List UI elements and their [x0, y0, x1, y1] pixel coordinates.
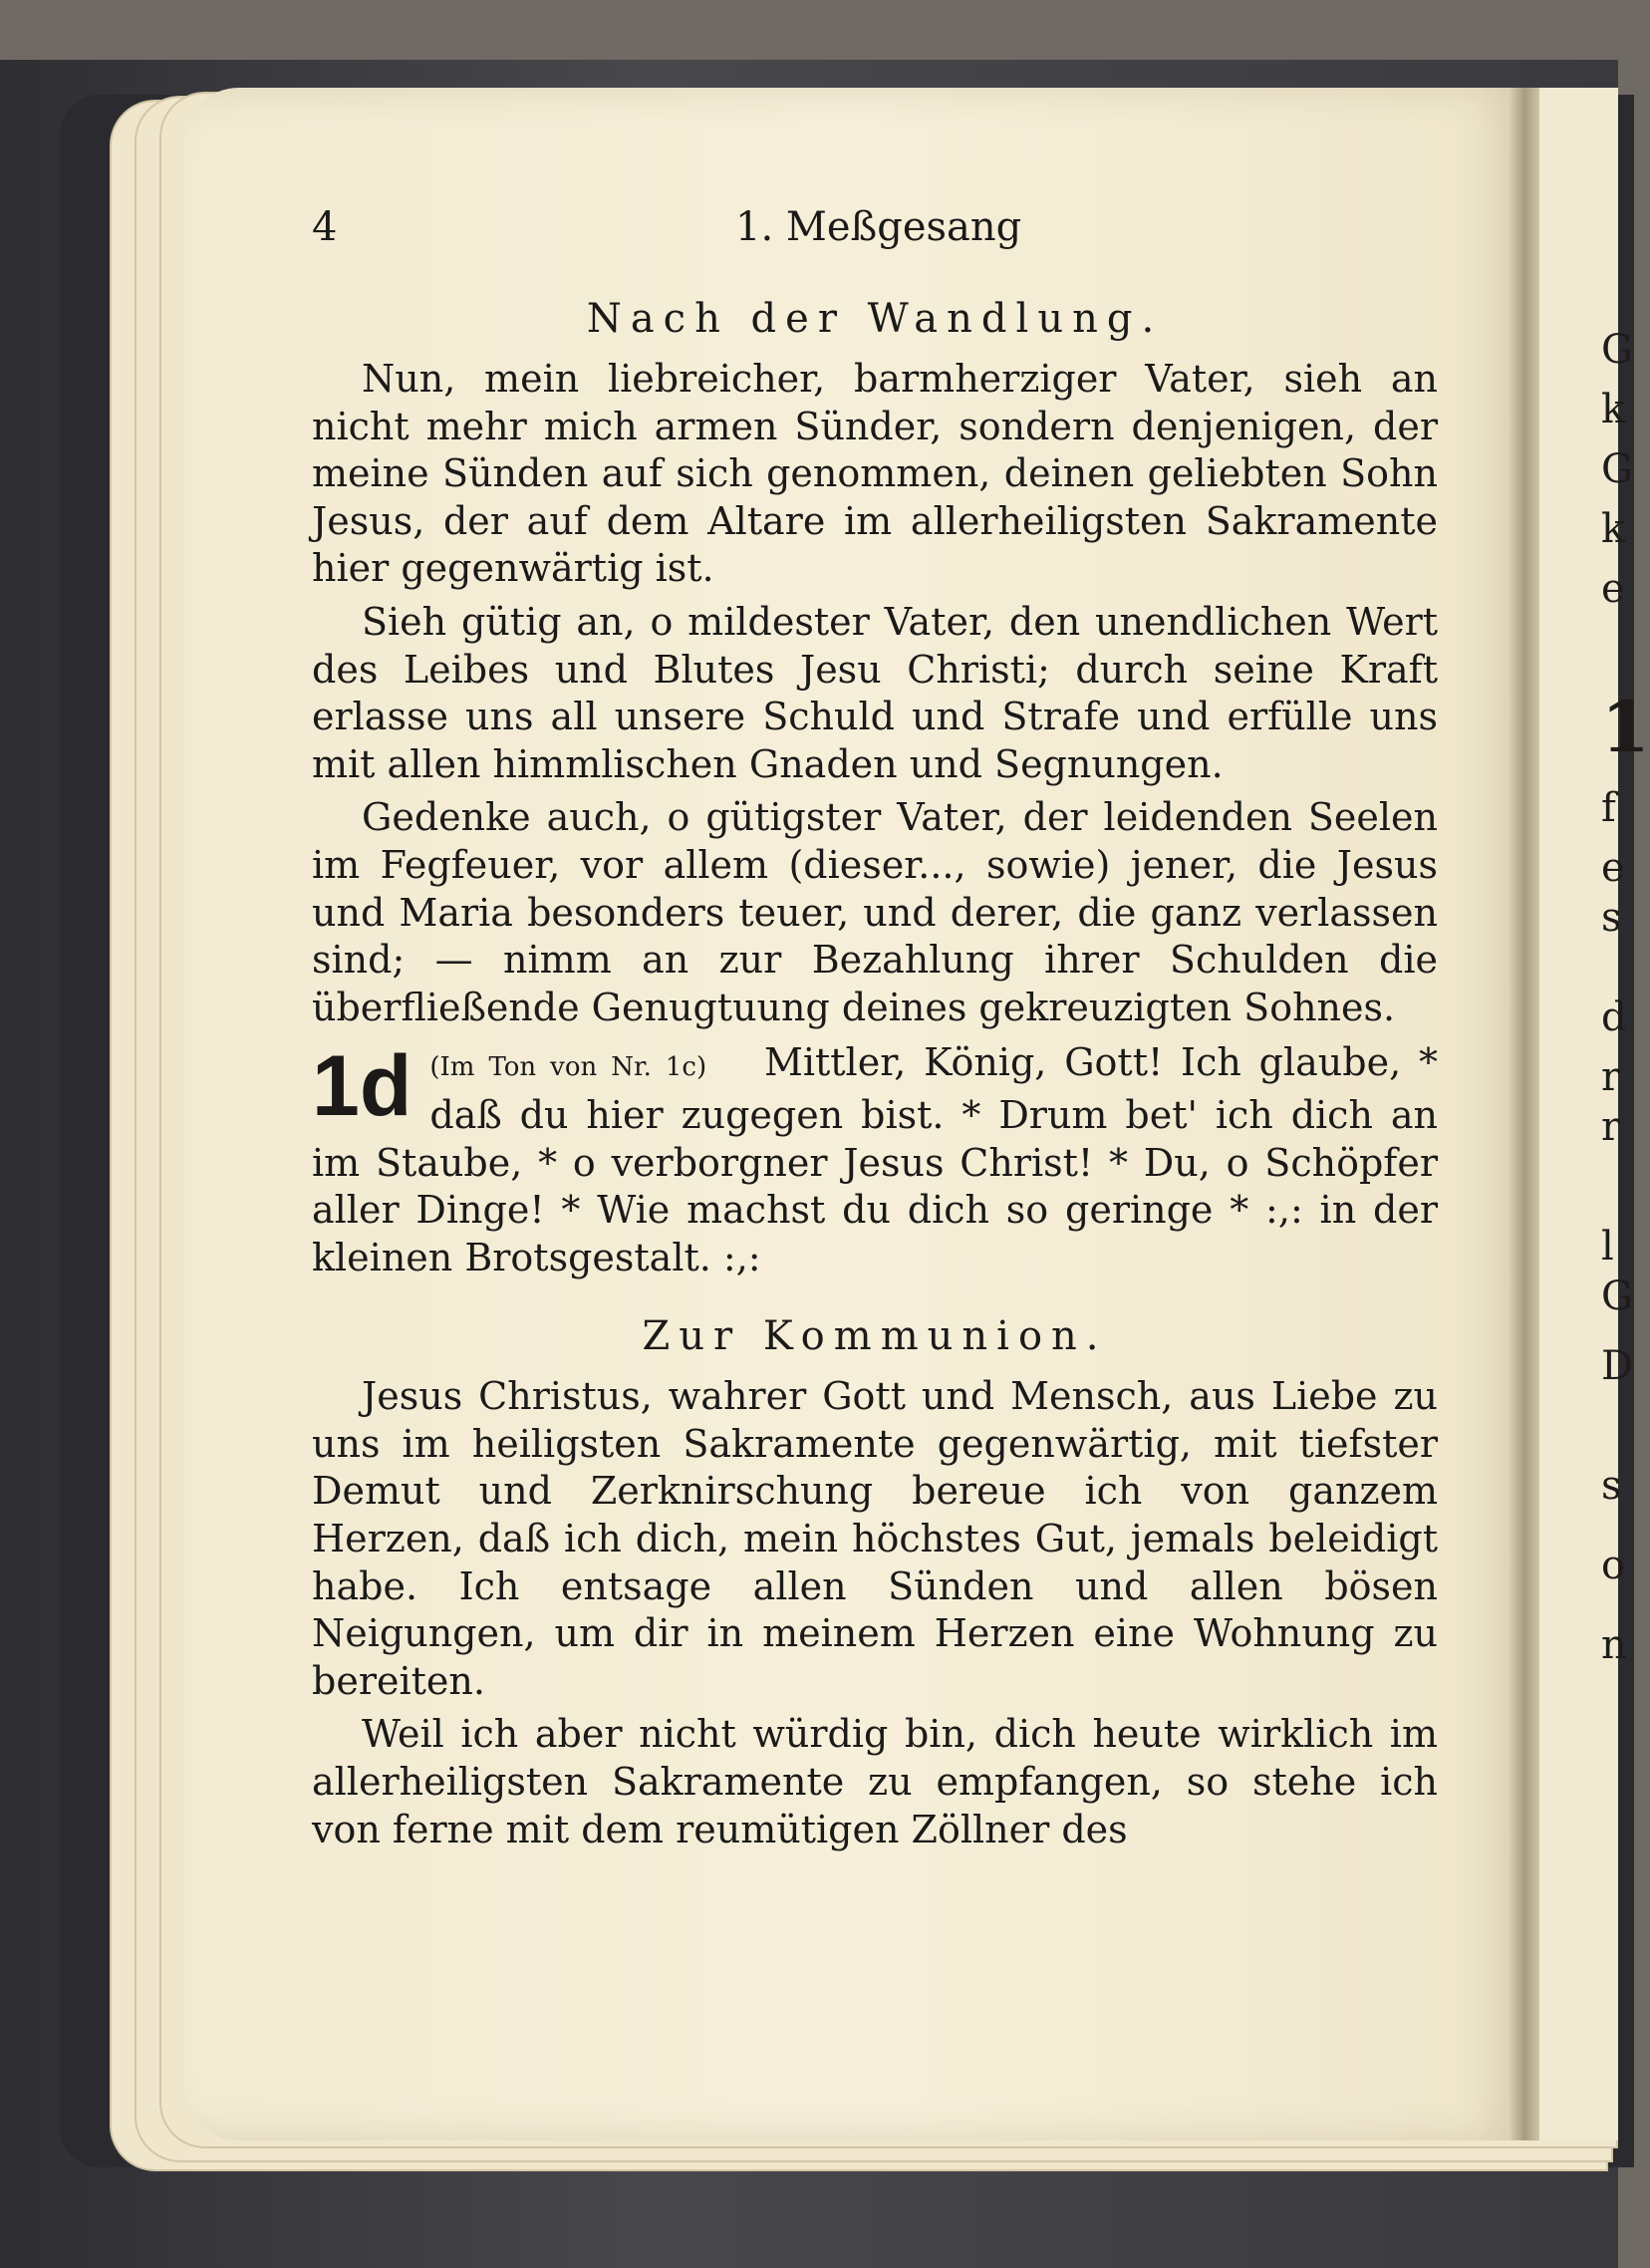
- hymn-tune-note: (Im Ton von Nr. 1c): [429, 1052, 707, 1083]
- hymn-verse: [312, 1039, 1438, 1281]
- next-page-glyph: d: [1601, 994, 1627, 1040]
- next-page-glyph: r: [1601, 1104, 1621, 1150]
- hymn-number: 1d: [312, 1038, 412, 1135]
- next-page-glyph: 1: [1601, 686, 1650, 768]
- next-page-glyph: e: [1601, 566, 1625, 612]
- next-page-glyph: e: [1601, 845, 1625, 891]
- section-heading: Nach der Wandlung.: [586, 296, 1164, 342]
- next-page-glyph: G: [1601, 327, 1633, 373]
- next-page-glyph: n: [1601, 1622, 1627, 1668]
- running-title: 1. Meßgesang: [735, 204, 1022, 250]
- next-page-edge: [1539, 88, 1650, 2140]
- next-page-glyph: k: [1601, 387, 1626, 432]
- next-page-glyph: l: [1601, 1224, 1614, 1270]
- section-heading: Zur Kommunion.: [642, 1313, 1108, 1360]
- next-page-glyph: k: [1601, 506, 1626, 552]
- hymn-text: Mittler, König, Gott! Ich glaube, * daß du hier zugegen bist. * Drum bet' ich dich an im Staube, * o verborgner Jesus Christ! * Du, o Schöpfer aller Dinge! * Wie machst du dich so geringe * :,: in der kleinen Brotsgestalt. :,:: [312, 1040, 1438, 1279]
- next-page-glyph: G: [1601, 1274, 1633, 1319]
- paragraph: Jesus Christus, wahrer Gott und Mensch, aus Liebe zu uns im heiligsten Sakramente gegenwärtig, mit tiefster Demut und Zerknirschung bereue ich von ganzem Herzen, daß ich dich, mein höchstes Gut, jemals beleidigt habe. Ich entsage allen Sünden und allen bösen Neigungen, um dir in meinem Herzen eine Wohnung zu bereiten.: [312, 1374, 1438, 1703]
- next-page-glyph: r: [1601, 1054, 1621, 1100]
- book-gutter: [1510, 88, 1539, 2140]
- next-page-glyph: G: [1601, 446, 1633, 492]
- next-page-glyph: D: [1601, 1343, 1634, 1389]
- paragraph: Nun, mein liebreicher, barmherziger Vater, sieh an nicht mehr mich armen Sünder, sondern denjenigen, der meine Sünden auf sich genommen, deinen geliebten Sohn Jesus, der auf dem Altare im allerheiligsten Sakramente hier gegenwärtig ist.: [312, 357, 1438, 591]
- page-number: 4: [312, 204, 338, 250]
- paragraph: Sieh gütig an, o mildester Vater, den unendlichen Wert des Leibes und Blutes Jesu Christi; durch seine Kraft erlasse uns all unsere Schuld und Strafe und erfülle uns mit allen himmlischen Gnaden und Segnungen.: [312, 599, 1438, 786]
- page-text: [312, 204, 1438, 1859]
- page-header: [312, 204, 1438, 264]
- next-page-glyph: f: [1601, 785, 1616, 831]
- next-page-glyph: s: [1601, 895, 1622, 941]
- paragraph: Gedenke auch, o gütigster Vater, der leidenden Seelen im Fegfeuer, vor allem (dieser..., sowie) jener, die Jesus und Maria besonders teuer, und derer, die ganz verlassen sind; — nimm an zur Bezahlung ihrer Schulden die überfließende Genugtuung deines gekreuzigten Sohnes.: [312, 795, 1438, 1029]
- next-page-glyph: s: [1601, 1463, 1622, 1509]
- paragraph: Weil ich aber nicht würdig bin, dich heute wirklich im allerheiligsten Sakramente zu empfangen, so stehe ich von ferne mit dem reumütigen Zöllner des: [312, 1712, 1438, 1851]
- next-page-glyph: o: [1601, 1543, 1626, 1588]
